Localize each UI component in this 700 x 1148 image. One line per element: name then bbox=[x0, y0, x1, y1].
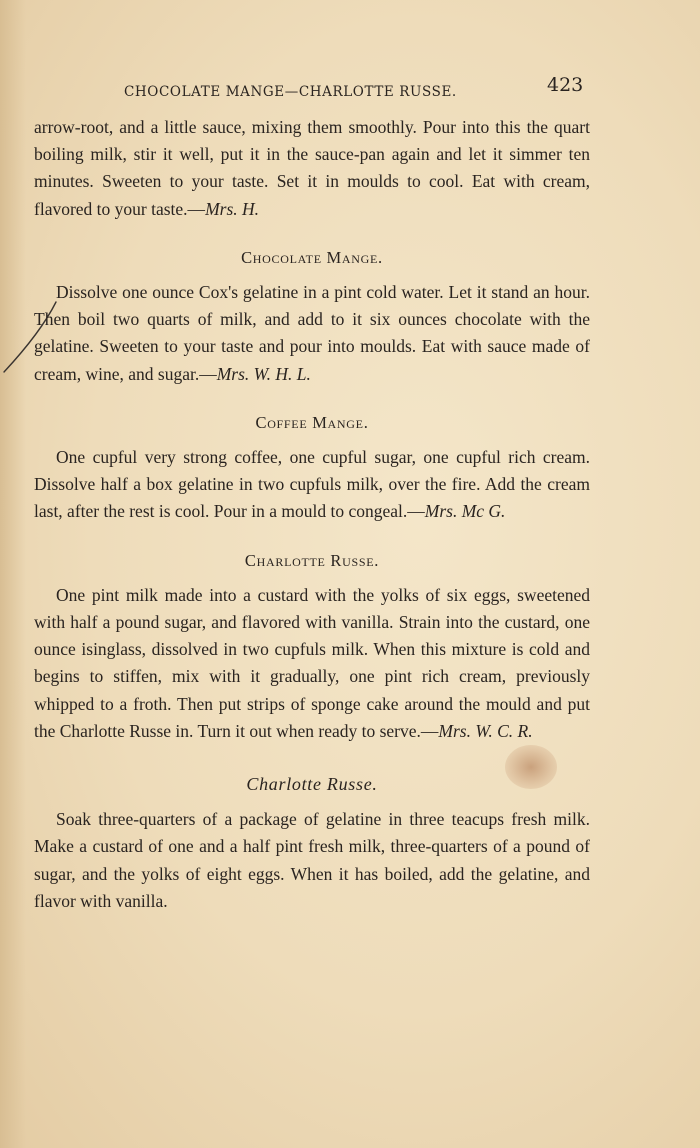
coffee-mange-recipe bbox=[34, 444, 590, 526]
chocolate-mange-text: Dissolve one ounce Cox's gelatine in a pint cold water. Let it stand an hour. Then boil two quarts of milk, and add to it six ounces chocolate with the gelatine. Sweeten to your taste and pour into moulds. Eat with sauce made of cream, wine, and sugar.— bbox=[34, 282, 590, 384]
charlotte-russe-text: One pint milk made into a custard with the yolks of six eggs, sweetened with half a pound sugar, and flavored with vanilla. Strain into the custard, one ounce isinglass, dissolved in two cupfuls milk. When this mixture is cold and begins to stiffen, mix with it gradually, one pint rich cream, previously whipped to a froth. Then put strips of sponge cake around the mould and put the Charlotte Russe in. Turn it out when ready to serve.— bbox=[34, 584, 590, 741]
charlotte-russe-2-recipe bbox=[34, 806, 590, 915]
continued-recipe-signature: Mrs. H. bbox=[205, 198, 260, 219]
page-gutter-shadow bbox=[0, 0, 26, 1148]
coffee-mange-signature: Mrs. Mc G. bbox=[424, 501, 506, 522]
coffee-mange-text: One cupful very strong coffee, one cupful sugar, one cupful rich cream. Dissolve half a box gelatine in two cupfuls milk, over the fire. Add the cream last, after the rest is cool. Pour in a mould to congeal.— bbox=[34, 447, 590, 522]
page-number: 423 bbox=[547, 74, 584, 96]
chocolate-mange-recipe bbox=[34, 279, 590, 388]
coffee-mange-heading: Coffee Mange. bbox=[255, 412, 369, 432]
chocolate-mange-signature: Mrs. W. H. L. bbox=[216, 363, 311, 384]
page-content bbox=[34, 114, 590, 915]
running-header: CHOCOLATE MANGE—CHARLOTTE RUSSE. bbox=[124, 84, 457, 100]
charlotte-russe-heading: Charlotte Russe. bbox=[244, 550, 380, 570]
charlotte-russe-2-heading: Charlotte Russe. bbox=[246, 774, 378, 795]
charlotte-russe-signature: Mrs. W. C. R. bbox=[438, 720, 533, 741]
charlotte-russe-2-text: Soak three-quarters of a package of gelatine in three teacups fresh milk. Make a custard of one and a half pint fresh milk, three-quarters of a pound of sugar, and the yolks of eight eggs. When it has boiled, add the gelatine, and flavor with vanilla. bbox=[34, 809, 590, 911]
charlotte-russe-recipe bbox=[34, 582, 590, 745]
continued-recipe-text: arrow-root, and a little sauce, mixing them smoothly. Pour into this the quart boiling milk, stir it well, put it in the sauce-pan again and let it simmer ten minutes. Sweeten to your taste. Set it in moulds to cool. Eat with cream, flavored to your taste.— bbox=[34, 117, 590, 219]
continued-recipe bbox=[34, 114, 590, 223]
chocolate-mange-heading: Chocolate Mange. bbox=[241, 247, 383, 267]
